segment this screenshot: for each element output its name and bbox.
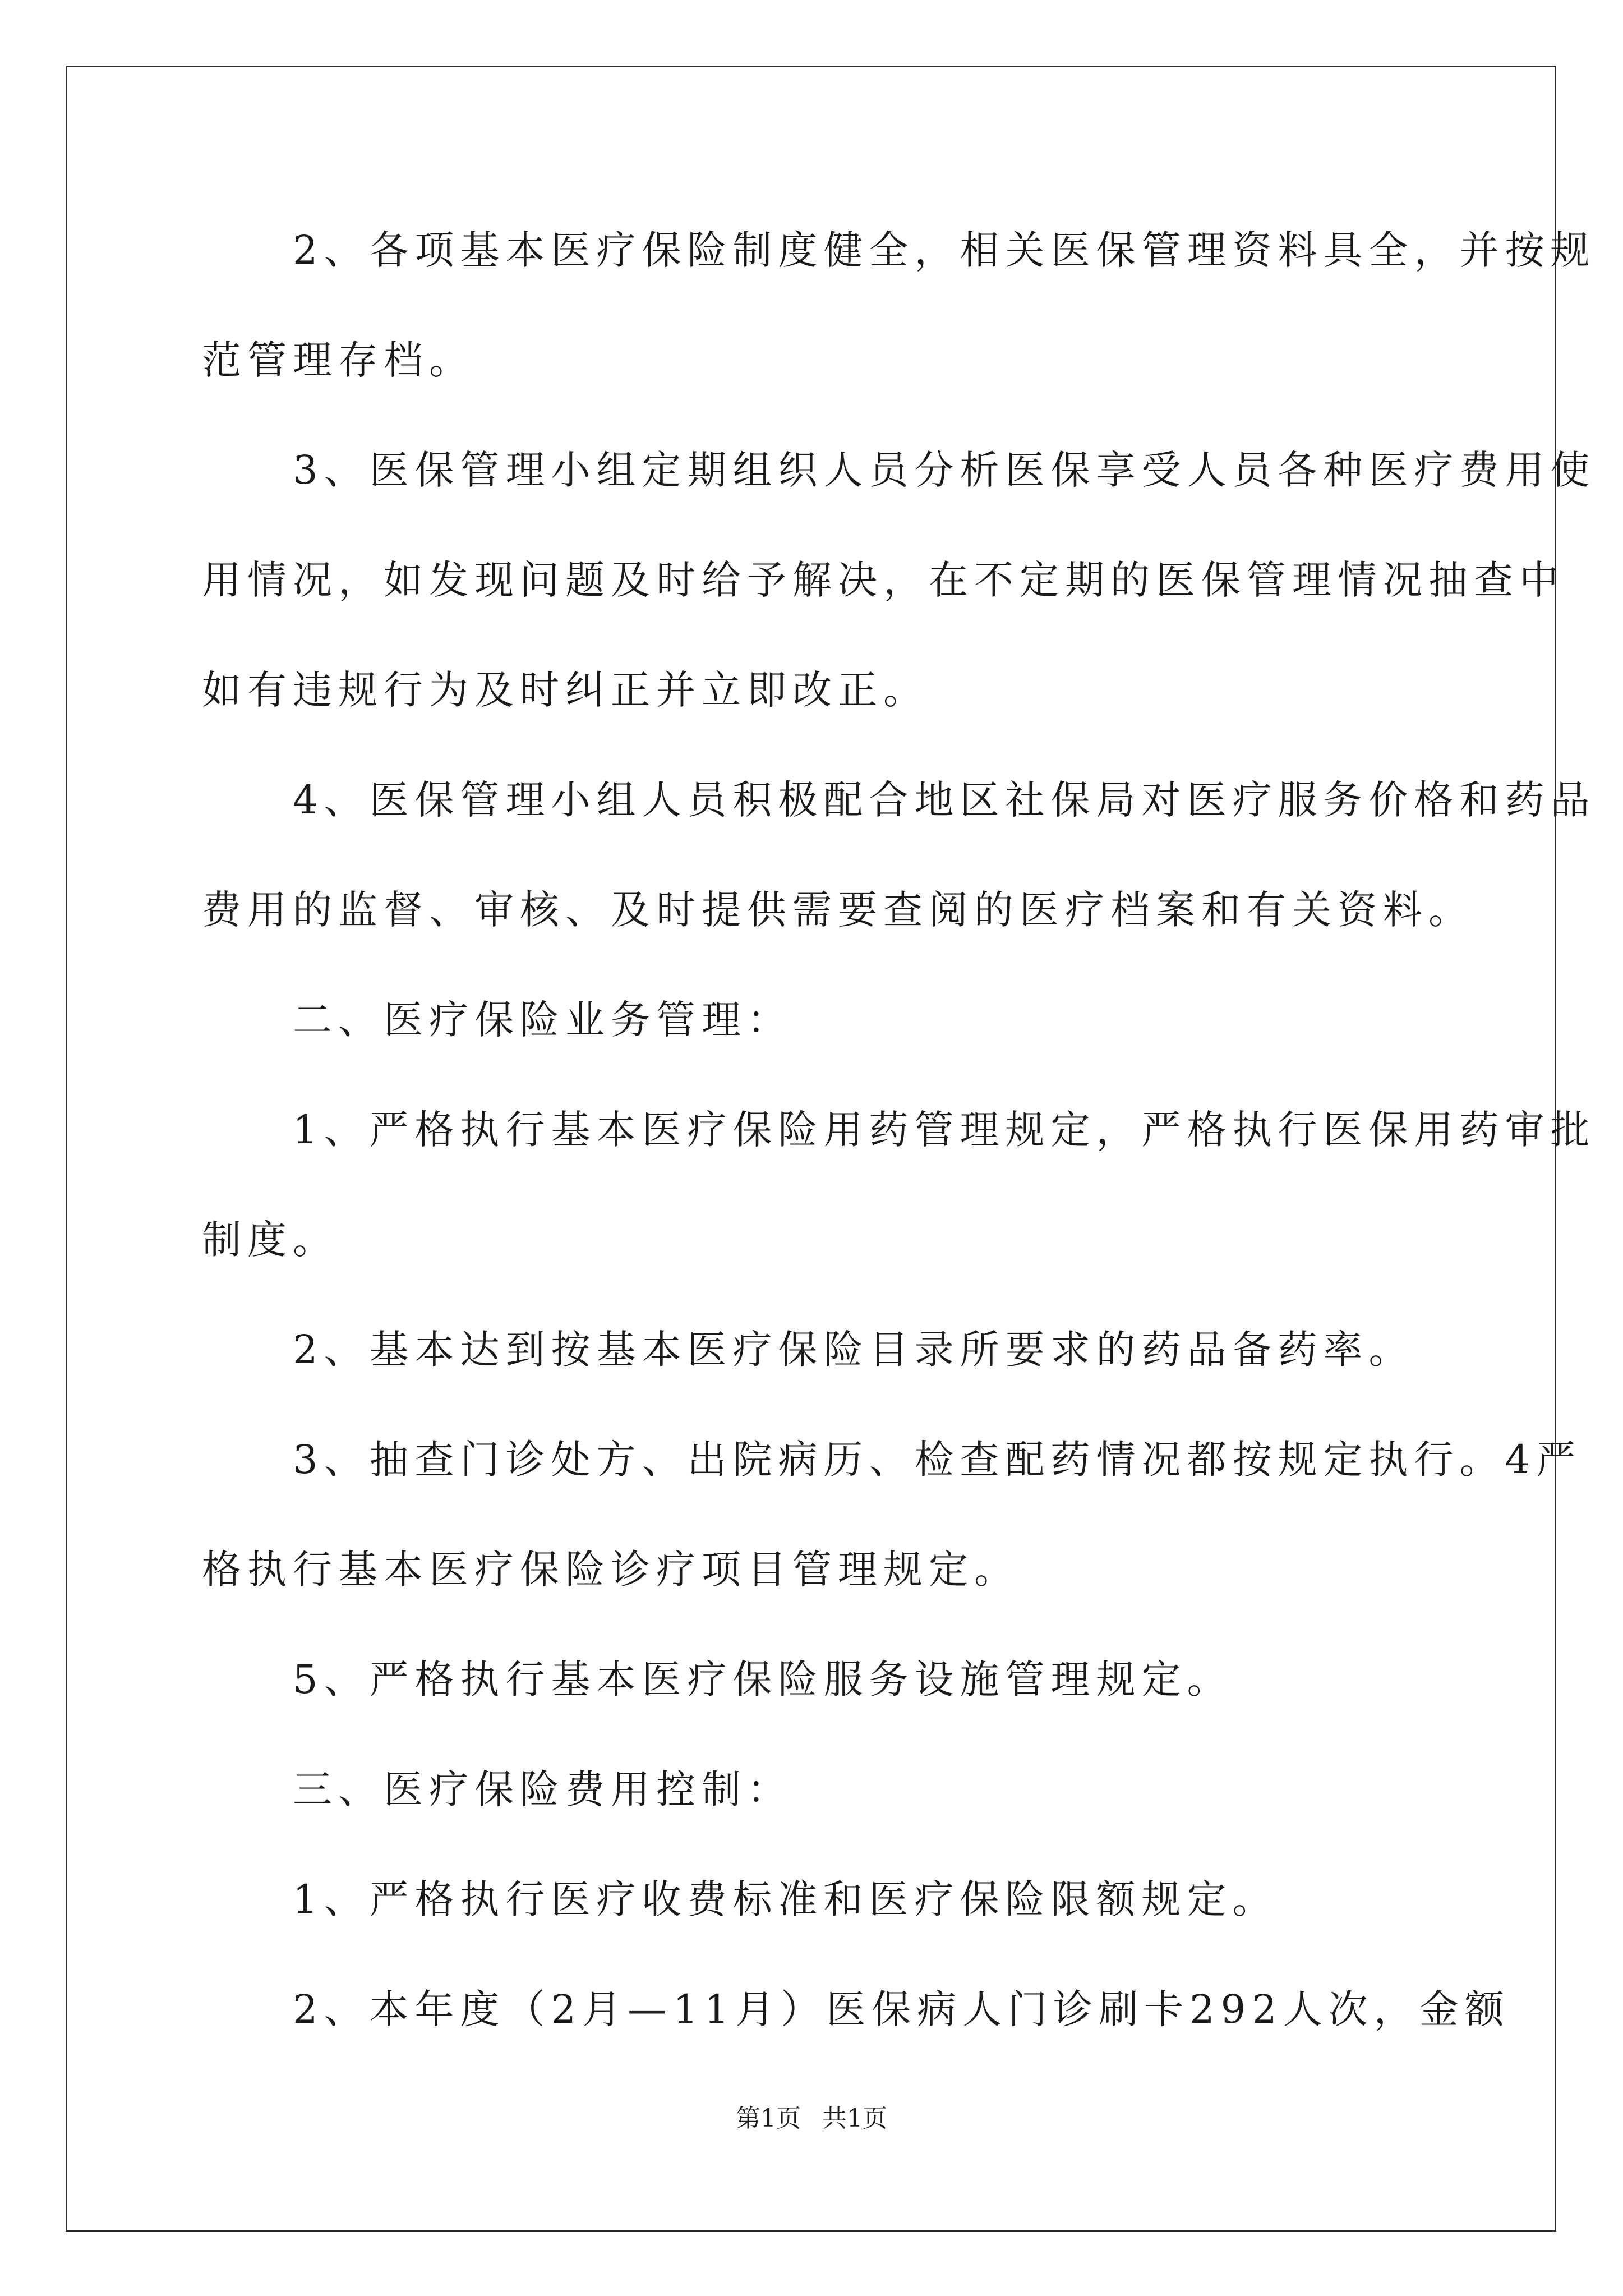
text-line: 2、各项基本医疗保险制度健全，相关医保管理资料具全，并按规 [202, 227, 1596, 273]
text-line: 格执行基本医疗保险诊疗项目管理规定。 [202, 1547, 1020, 1593]
text-line: 2、本年度（2月—11月）医保病人门诊刷卡292人次，金额 [202, 1986, 1510, 2032]
text-line: 5、严格执行基本医疗保险服务设施管理规定。 [202, 1657, 1233, 1703]
section-heading: 二、医疗保险业务管理： [202, 997, 792, 1043]
text-line: 用情况，如发现问题及时给予解决，在不定期的医保管理情况抽查中 [202, 557, 1565, 603]
text-line: 制度。 [202, 1217, 338, 1263]
text-line: 3、医保管理小组定期组织人员分析医保享受人员各种医疗费用使 [202, 447, 1596, 493]
text-line: 3、抽查门诊处方、出院病历、检查配药情况都按规定执行。4严 [202, 1437, 1582, 1483]
text-line: 费用的监督、审核、及时提供需要查阅的医疗档案和有关资料。 [202, 887, 1474, 933]
text-line: 1、严格执行基本医疗保险用药管理规定，严格执行医保用药审批 [202, 1107, 1596, 1153]
text-line: 如有违规行为及时纠正并立即改正。 [202, 667, 929, 713]
page-number-current: 第1页 [736, 2104, 801, 2133]
text-line: 4、医保管理小组人员积极配合地区社保局对医疗服务价格和药品 [202, 777, 1596, 823]
page-footer [0, 2098, 1623, 2134]
section-heading: 三、医疗保险费用控制： [202, 1766, 792, 1812]
text-line: 1、严格执行医疗收费标准和医疗保险限额规定。 [202, 1876, 1278, 1922]
page-number-total: 共1页 [822, 2104, 887, 2133]
text-line: 范管理存档。 [202, 337, 474, 383]
text-line: 2、基本达到按基本医疗保险目录所要求的药品备药率。 [202, 1327, 1414, 1373]
